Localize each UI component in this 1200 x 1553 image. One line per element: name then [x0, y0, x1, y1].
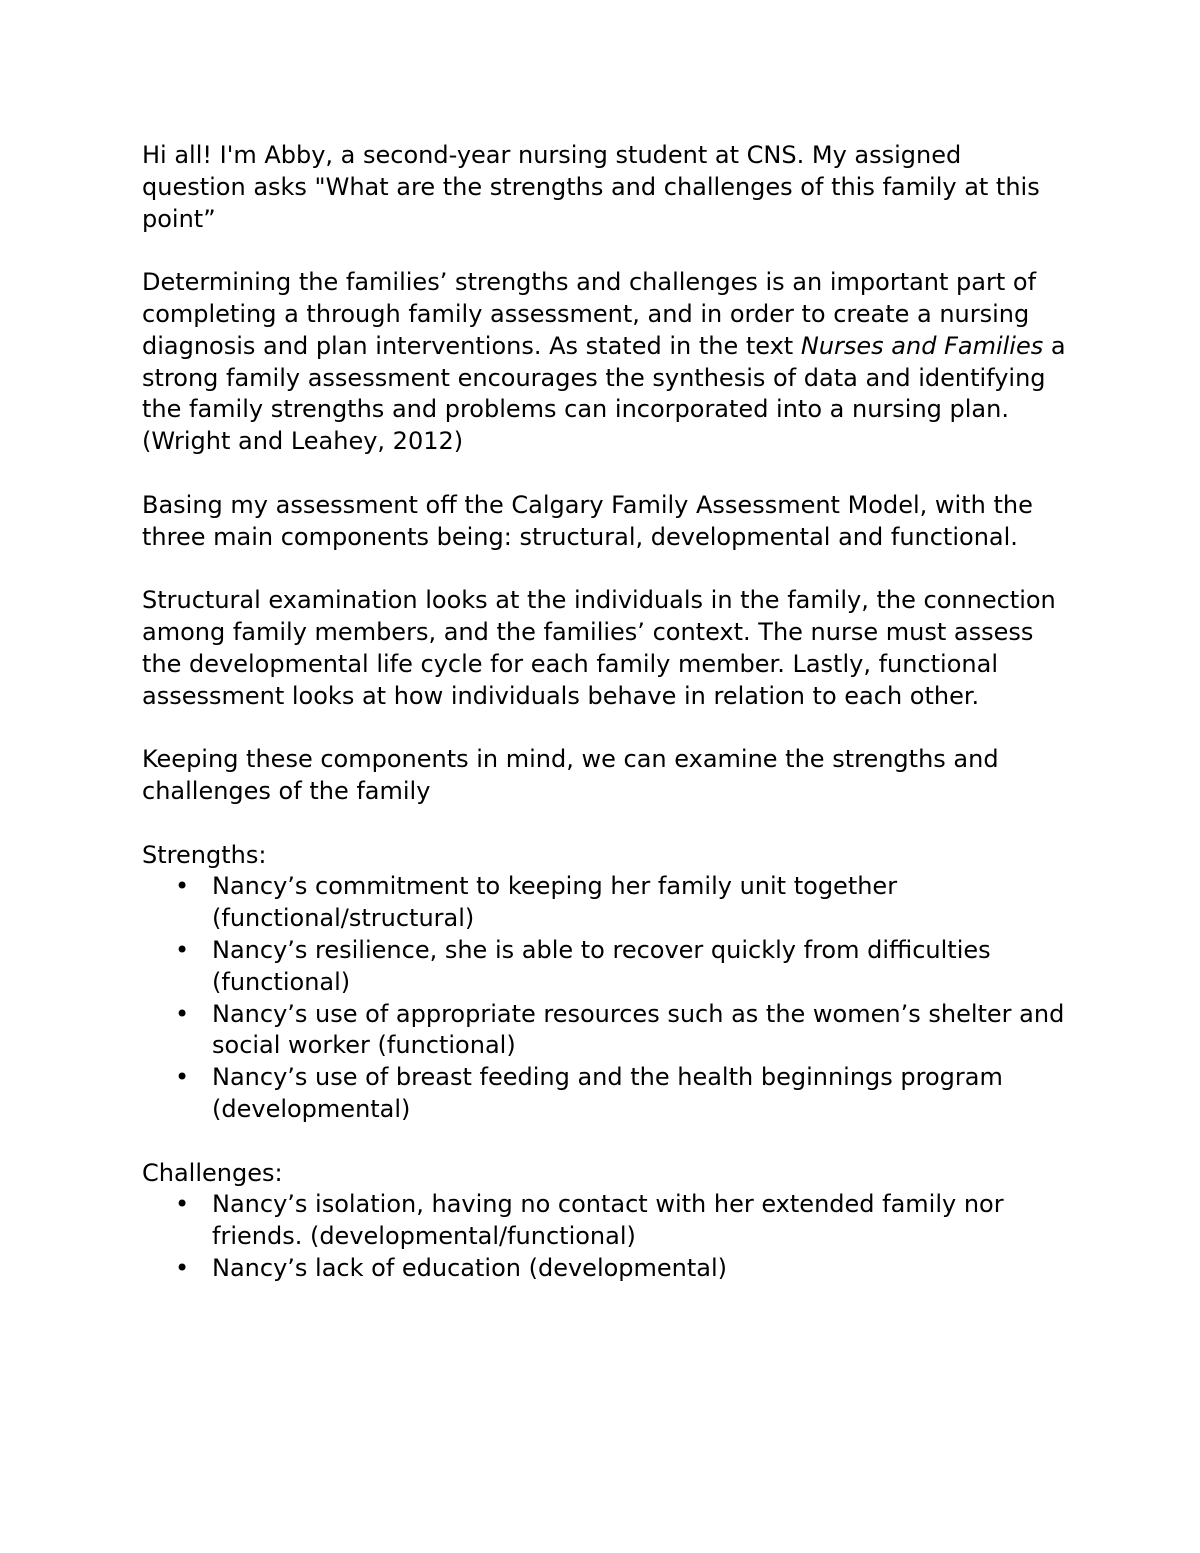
- list-item-text: Nancy’s resilience, she is able to recover quickly from difficulties (functional): [212, 935, 991, 996]
- bullet-icon: •: [175, 999, 190, 1028]
- list-item: [142, 1062, 1072, 1126]
- list-item-text: Nancy’s use of breast feeding and the health beginnings program (developmental): [212, 1063, 1003, 1123]
- list-item-text: Nancy’s isolation, having no contact with her extended family nor friends. (developmental/functional): [212, 1190, 1004, 1251]
- list-item: [142, 935, 1072, 999]
- list-item-text: Nancy’s commitment to keeping her family unit together (functional/structural): [212, 872, 898, 933]
- challenges-list: [142, 1189, 1072, 1284]
- structural-paragraph: Structural examination looks at the individuals in the family, the connection among family members, and the families’ context. The nurse must assess the developmental life cycle for each family member. Lastly, functional assessment looks at how individuals behave in relation to each other.: [142, 586, 1056, 710]
- bullet-icon: •: [175, 872, 190, 901]
- model-paragraph: Basing my assessment off the Calgary Family Assessment Model, with the three main components being: structural, developmental and functional.: [142, 490, 1033, 551]
- assessment-text-start: Determining the families’ strengths and challenges is an important part of completing a through family assessment, and in order to create a nursing diagnosis and plan interventions. As stated in the text: [142, 268, 1037, 360]
- list-item-text: Nancy’s use of appropriate resources such as the women’s shelter and social worker (functional): [212, 999, 1065, 1060]
- list-item: [142, 999, 1072, 1063]
- strengths-list: [142, 871, 1072, 1125]
- list-item: [142, 871, 1072, 935]
- book-title: Nurses and Families: [800, 331, 1044, 360]
- bullet-icon: •: [175, 935, 190, 964]
- document-page: [142, 140, 1072, 1316]
- challenges-heading: Challenges:: [142, 1158, 283, 1187]
- list-item: [142, 1253, 1072, 1285]
- components-paragraph: Keeping these components in mind, we can examine the strengths and challenges of the family: [142, 745, 999, 805]
- assessment-text-end: a strong family assessment encourages the synthesis of data and identifying the family strengths and problems can incorporated into a nursing plan. (Wright and Leahey, 2012): [142, 331, 1066, 456]
- bullet-icon: •: [175, 1190, 190, 1219]
- list-item: [142, 1189, 1072, 1253]
- intro-paragraph: Hi all! I'm Abby, a second-year nursing student at CNS. My assigned question asks "What are the strengths and challenges of this family at this point”: [142, 141, 1040, 233]
- strengths-heading: Strengths:: [142, 840, 267, 869]
- assessment-paragraph: [142, 267, 1072, 458]
- list-item-text: Nancy’s lack of education (developmental): [212, 1253, 728, 1282]
- bullet-icon: •: [175, 1253, 190, 1282]
- bullet-icon: •: [175, 1063, 190, 1092]
